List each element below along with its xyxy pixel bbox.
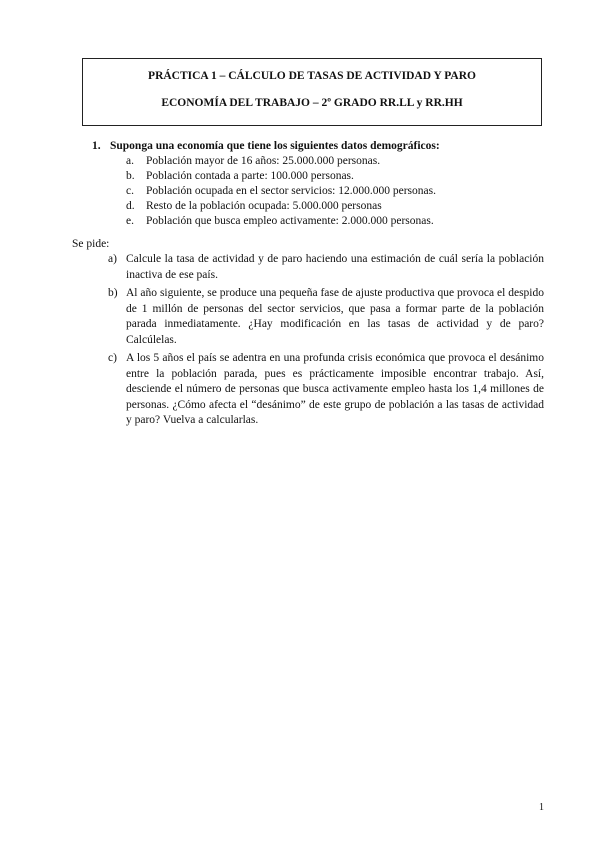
task-list <box>108 252 544 432</box>
task-item <box>108 351 544 429</box>
task-marker: b) <box>108 287 118 299</box>
task-text: A los 5 años el país se adentra en una profunda crisis económica que provoca el desánimo entre la población parada, pues es prácticamente imposible encontrar trabajo. Así, desciende el número de personas que busca activamente empleo hasta los 1,4 millones de personas. ¿Cómo afecta el “desánimo” de este grupo de población a las tasas de actividad y paro? Vuelva a calcularlas. <box>126 352 544 426</box>
demographic-data-list <box>126 154 436 229</box>
list-marker: d. <box>126 200 135 212</box>
list-item <box>126 199 436 214</box>
list-marker: e. <box>126 215 134 227</box>
list-item <box>126 214 436 229</box>
list-marker: b. <box>126 170 135 182</box>
task-marker: c) <box>108 352 117 364</box>
question-number: 1. <box>92 140 101 152</box>
list-item-text: Resto de la población ocupada: 5.000.000 personas <box>146 200 382 212</box>
se-pide-label: Se pide: <box>72 238 110 250</box>
title-box <box>82 58 542 126</box>
question-text: Suponga una economía que tiene los siguientes datos demográficos: <box>110 140 440 152</box>
list-marker: a. <box>126 155 134 167</box>
list-item <box>126 169 436 184</box>
task-text: Calcule la tasa de actividad y de paro haciendo una estimación de cuál sería la población inactiva de ese país. <box>126 253 544 281</box>
task-text: Al año siguiente, se produce una pequeña fase de ajuste productiva que provoca el despido de 1 millón de personas del sector servicios, que pasa a formar parte de la población parada inmediatamente. ¿Hay modificación en las tasas de actividad y de paro? Calcúlelas. <box>126 287 544 346</box>
page-number: 1 <box>539 802 544 813</box>
list-item-text: Población contada a parte: 100.000 personas. <box>146 170 354 182</box>
question-heading <box>92 140 440 152</box>
task-item <box>108 286 544 348</box>
list-item-text: Población que busca empleo activamente: 2.000.000 personas. <box>146 215 434 227</box>
list-item <box>126 154 436 169</box>
task-item <box>108 252 544 283</box>
list-item-text: Población ocupada en el sector servicios: 12.000.000 personas. <box>146 185 436 197</box>
course-subtitle: ECONOMÍA DEL TRABAJO – 2º GRADO RR.LL y RR.HH <box>161 97 463 109</box>
task-marker: a) <box>108 253 117 265</box>
list-marker: c. <box>126 185 134 197</box>
document-title: PRÁCTICA 1 – CÁLCULO DE TASAS DE ACTIVIDAD Y PARO <box>148 70 476 82</box>
list-item-text: Población mayor de 16 años: 25.000.000 personas. <box>146 155 381 167</box>
list-item <box>126 184 436 199</box>
